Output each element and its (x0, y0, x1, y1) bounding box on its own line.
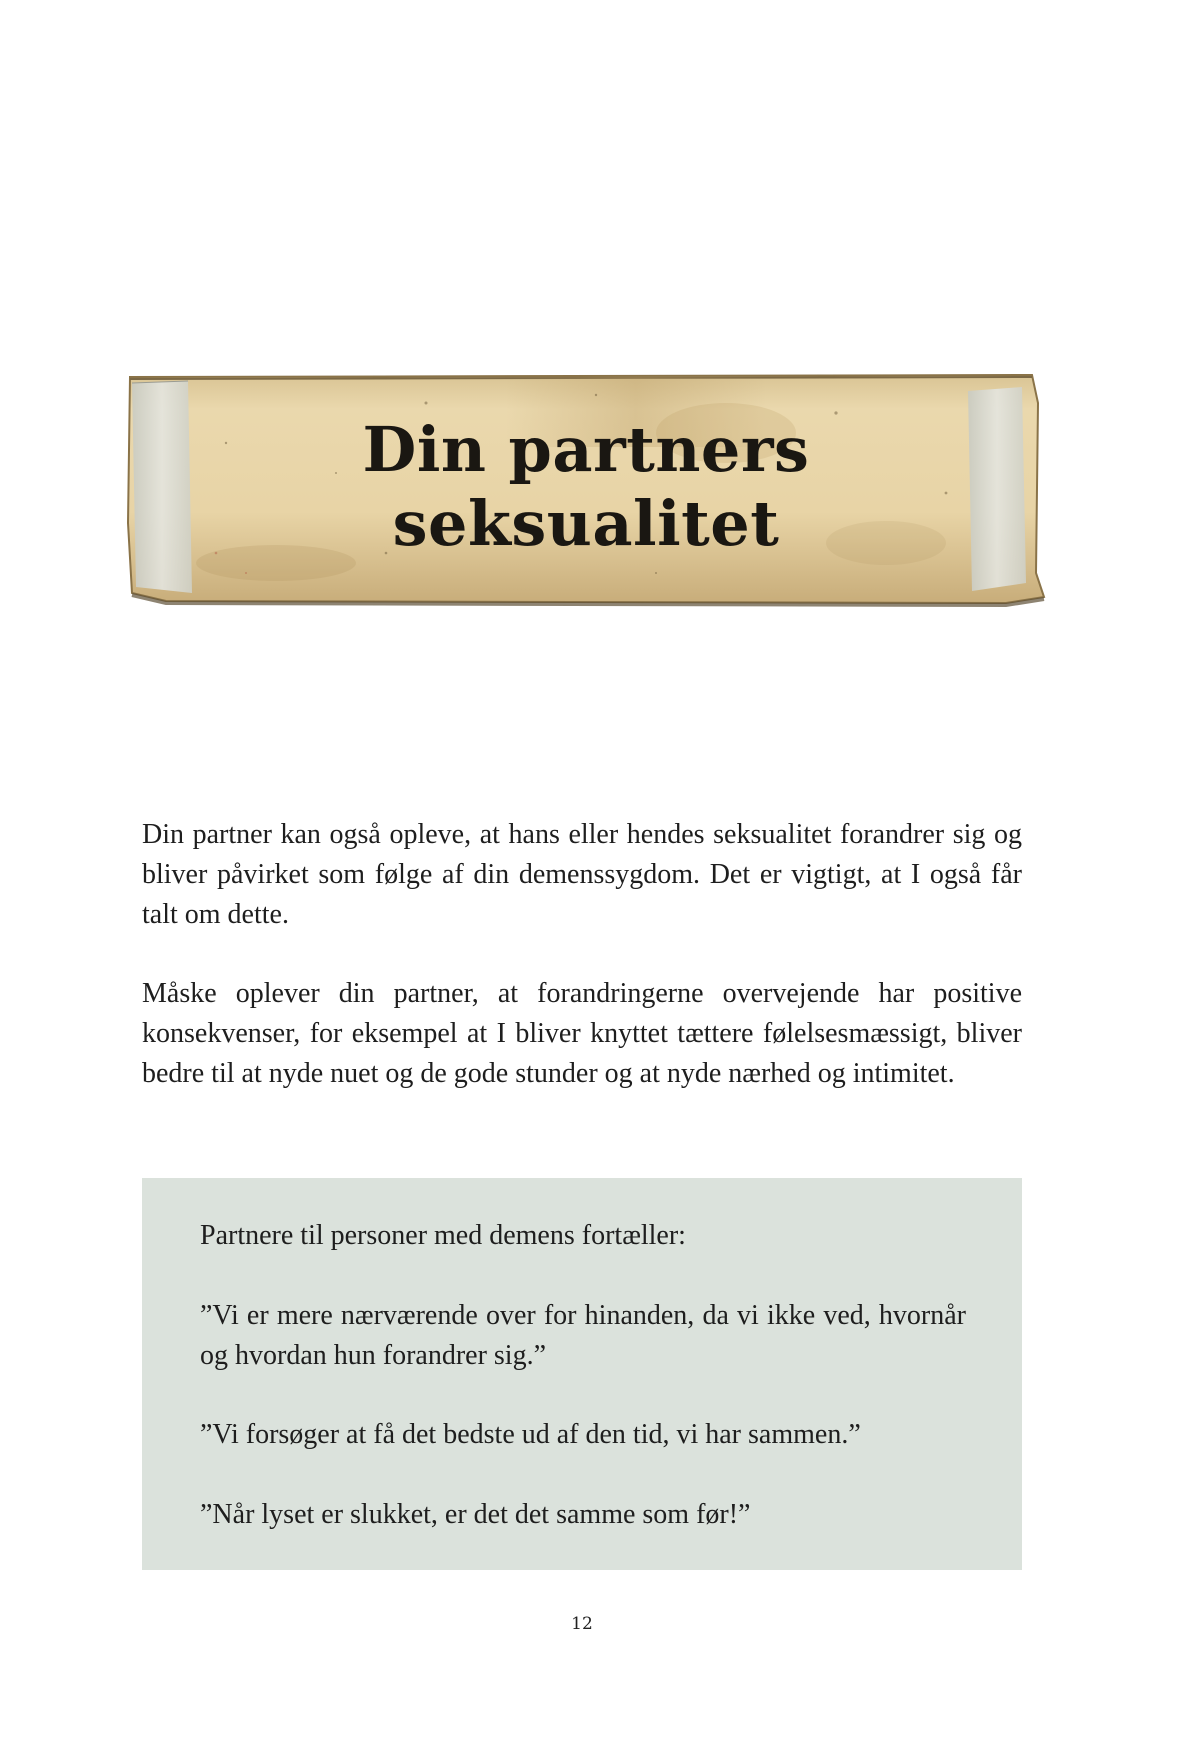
body-paragraph: Måske oplever din partner, at forandringerne overvejende har positive konsekvenser, for eksempel at I bliver knyttet tættere følelsesmæssigt, bliver bedre til at nyde nuet og de gode stunder og at nyde nærhed og intimitet. (142, 978, 1022, 1089)
title-line-2: seksualitet (392, 487, 780, 560)
page-number: 12 (571, 1614, 593, 1634)
quote-box-intro: Partnere til personer med demens fortæller: (200, 1220, 686, 1251)
page-title (126, 413, 1046, 561)
quote: ”Vi forsøger at få det bedste ud af den tid, vi har sammen.” (200, 1419, 861, 1450)
quote-box (142, 1178, 1022, 1570)
quote: ”Når lyset er slukket, er det det samme som før!” (200, 1499, 751, 1530)
title-line-1: Din partners (362, 413, 810, 486)
body-paragraph: Din partner kan også opleve, at hans eller hendes seksualitet forandrer sig og bliver påvirket som følge af din demenssygdom. Det er vigtigt, at I også får talt om dette. (142, 819, 1022, 930)
quote: ”Vi er mere nærværende over for hinanden, da vi ikke ved, hvornår og hvordan hun forandrer sig.” (200, 1300, 966, 1371)
title-label (126, 373, 1046, 609)
